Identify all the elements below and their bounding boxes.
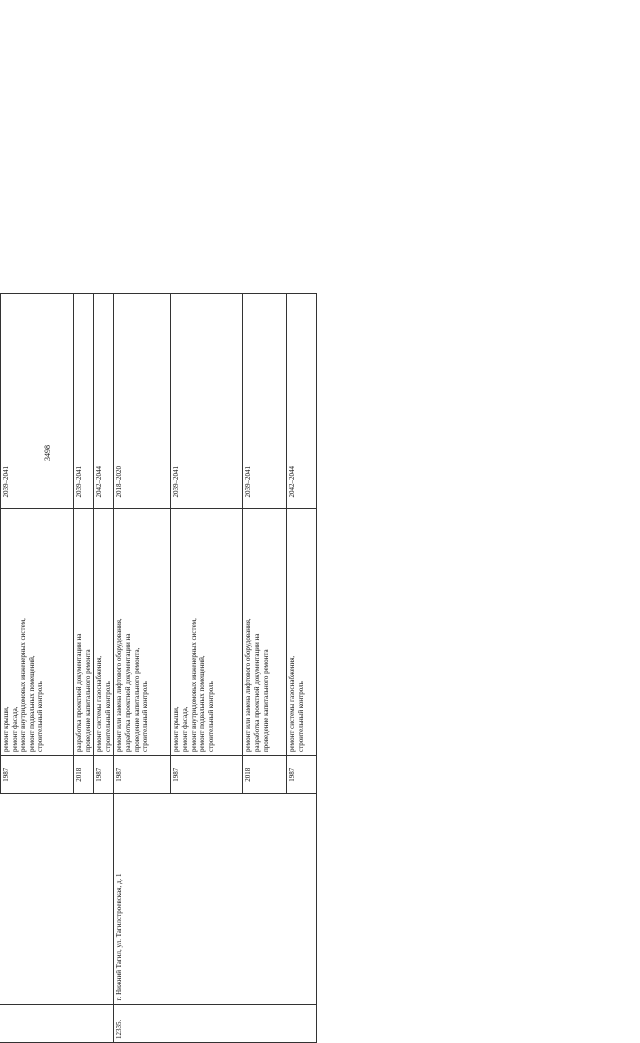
- period-cell: 2018–2020: [114, 294, 171, 509]
- work-line: ремонт фасада,: [10, 706, 19, 752]
- year-cell: 1987: [94, 755, 114, 793]
- work-line: проведение капитального ремонта: [83, 649, 92, 752]
- work-line: ремонт фасада,: [180, 706, 189, 752]
- period-cell: 2042–2044: [94, 294, 114, 509]
- work-line: разработка проектной документации на: [123, 633, 132, 752]
- work-line: ремонт или замена лифтового оборудования,: [115, 618, 124, 752]
- works-cell: [287, 508, 317, 755]
- period-cell: 2039–2041: [171, 294, 243, 509]
- table-row: [114, 294, 171, 1043]
- works-cell: [114, 508, 171, 755]
- work-line: строительный контроль: [296, 681, 305, 752]
- works-cell: [94, 508, 114, 755]
- works-cell: [243, 508, 287, 755]
- period-cell: 2042–2044: [287, 294, 317, 509]
- work-line: ремонт внутридомовых инженерных систем,: [19, 618, 28, 752]
- period-cell: 2039–2041: [1, 294, 74, 509]
- work-line: ремонт системы газоснабжения,: [95, 655, 104, 752]
- work-line: строительный контроль: [103, 681, 112, 752]
- work-line: строительный контроль: [206, 681, 215, 752]
- row-number-cell: 12335.: [114, 1004, 317, 1042]
- year-cell: 1987: [1, 755, 74, 793]
- rotated-table-area: [0, 293, 305, 1043]
- work-line: разработка проектной документации на: [252, 633, 261, 752]
- year-cell: 2018: [74, 755, 94, 793]
- period-cell: 2039–2041: [74, 294, 94, 509]
- year-cell: 1987: [171, 755, 243, 793]
- page-number: 3498: [43, 445, 52, 461]
- work-line: строительный контроль: [141, 681, 150, 752]
- address-cell: [0, 794, 114, 1004]
- year-cell: 1987: [287, 755, 317, 793]
- work-line: ремонт крыши,: [2, 706, 10, 752]
- year-cell: 1987: [114, 755, 171, 793]
- work-line: проведение капитального ремонта: [261, 649, 270, 752]
- work-line: ремонт подвальных помещений,: [27, 655, 36, 752]
- works-cell: [1, 508, 74, 755]
- repair-schedule-table: [0, 293, 317, 1043]
- table-body: [0, 294, 317, 1043]
- year-cell: 2018: [243, 755, 287, 793]
- work-line: ремонт крыши,: [172, 706, 181, 752]
- work-line: разработка проектной документации на: [75, 633, 83, 752]
- works-cell: [171, 508, 243, 755]
- work-line: проведение капитального ремонта,: [132, 647, 141, 752]
- works-cell: [74, 508, 94, 755]
- work-line: ремонт подвальных помещений,: [198, 655, 207, 752]
- work-line: ремонт системы газоснабжения,: [288, 655, 297, 752]
- work-line: ремонт внутридомовых инженерных систем,: [189, 618, 198, 752]
- address-cell: г. Нижний Тагил, ул. Тагилстроевская, д. 1: [114, 794, 317, 1004]
- period-cell: 2039–2041: [243, 294, 287, 509]
- work-line: строительный контроль: [36, 681, 45, 752]
- work-line: ремонт или замена лифтового оборудования,: [244, 618, 253, 752]
- row-number-cell: [0, 1004, 114, 1042]
